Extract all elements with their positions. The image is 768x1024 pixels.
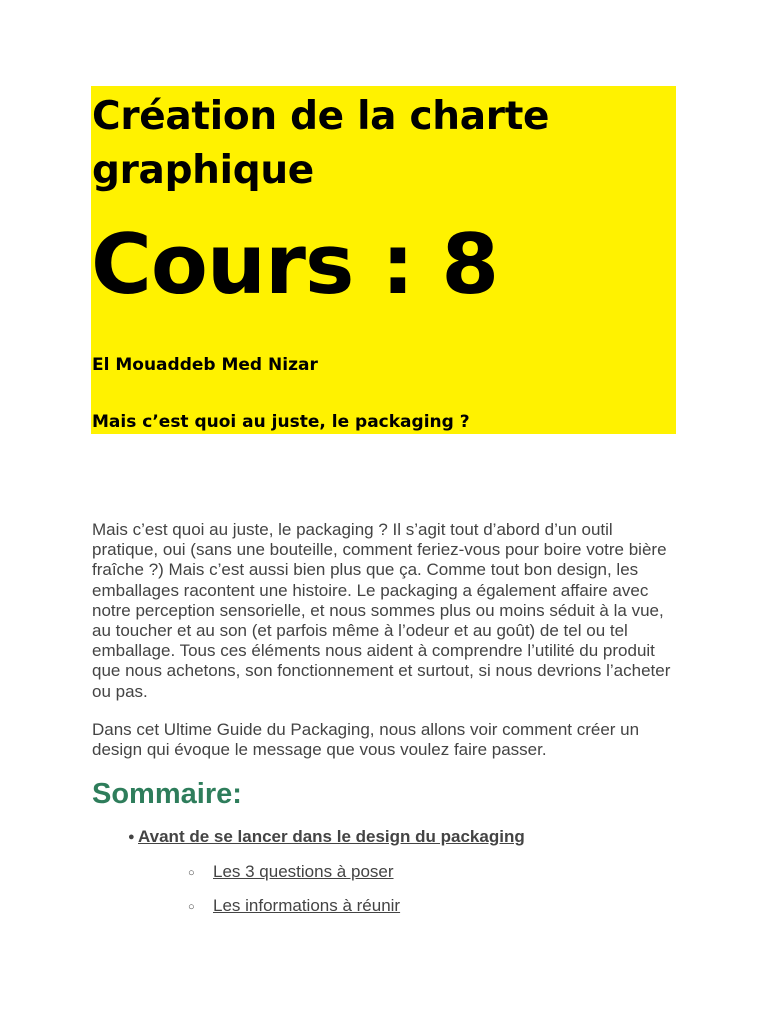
circle-bullet-icon: ○ — [188, 901, 195, 913]
circle-bullet-icon: ○ — [188, 867, 195, 879]
toc-subitem — [188, 895, 401, 917]
toc-item — [128, 826, 525, 848]
toc-heading: Sommaire: — [92, 778, 242, 810]
toc-link-before-design[interactable]: Avant de se lancer dans le design du packaging — [138, 827, 525, 846]
bullet-icon: ● — [128, 831, 135, 843]
course-number: Cours : 8 — [91, 216, 499, 313]
intro-paragraph: Mais c’est quoi au juste, le packaging ? Il s’agit tout d’abord d’un outil pratique, oui (sans une bouteille, comment feriez-vous pour boire votre bière fraîche ?) Mais c’est aussi bien plus que ça. Comme tout bon design, les emballages racontent une histoire. Le packaging a également affaire avec notre perception sensorielle, et nous sommes plus ou moins séduit à la vue, au toucher et au son (et parfois même à l’odeur et au goût) de tel ou tel emballage. Tous ces éléments nous aident à comprendre l’utilité du produit que nous achetons, son fonctionnement et surtout, si nous devrions l’acheter ou pas. — [92, 520, 671, 701]
author-name: El Mouaddeb Med Nizar — [92, 355, 318, 375]
document-title: Création de la charte graphique — [92, 94, 550, 193]
section-question: Mais c’est quoi au juste, le packaging ? — [92, 412, 470, 432]
toc-subitem — [188, 861, 394, 883]
guide-paragraph: Dans cet Ultime Guide du Packaging, nous allons voir comment créer un design qui évoque le message que vous voulez faire passer. — [92, 720, 640, 760]
toc-link-3-questions[interactable]: Les 3 questions à poser — [213, 862, 394, 881]
toc-link-informations[interactable]: Les informations à réunir — [213, 896, 401, 915]
